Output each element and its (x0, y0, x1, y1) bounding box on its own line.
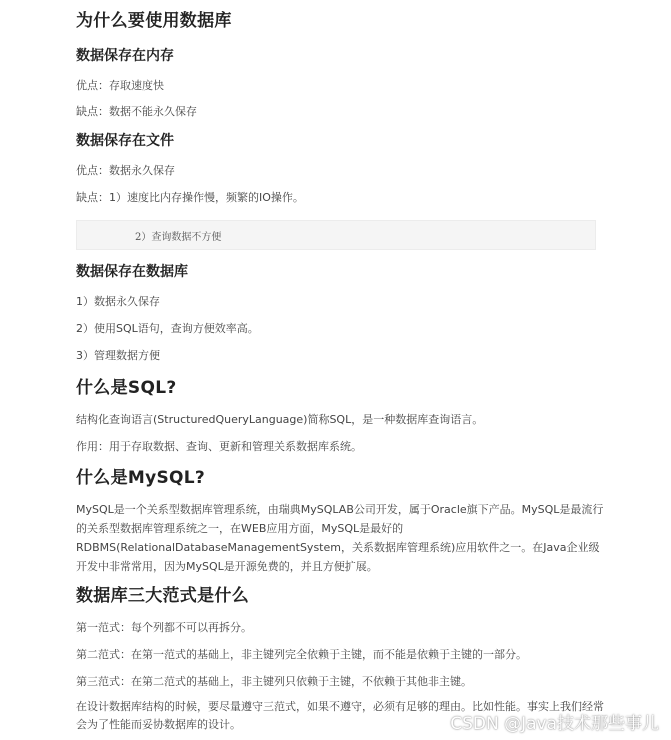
section-title-mysql: 什么是MySQL? (76, 468, 206, 488)
section-title-normal-forms: 数据库三大范式是什么 (76, 586, 249, 606)
csdn-watermark: CSDN @Java技术那些事儿 (450, 714, 659, 734)
database-item-2: 2）使用SQL语句，查询方便效率高。 (76, 322, 259, 335)
database-item-3: 3）管理数据方便 (76, 349, 160, 362)
code-line: 2）查询数据不方便 (135, 232, 222, 243)
memory-pros: 优点：存取速度快 (76, 79, 164, 92)
file-cons: 缺点：1）速度比内存操作慢，频繁的IO操作。 (76, 191, 304, 204)
sql-usage: 作用：用于存取数据、查询、更新和管理关系数据库系统。 (76, 440, 362, 453)
sql-definition: 结构化查询语言(StructuredQueryLanguage)简称SQL，是一种数据库查询语言。 (76, 413, 484, 426)
normal-forms-note: 在设计数据库结构的时候，要尽量遵守三范式，如果不遵守，必须有足够的理由。比如性能。事实上我们经常会为了性能而妥协数据库的设计。 (76, 700, 604, 731)
file-pros: 优点：数据永久保存 (76, 164, 175, 177)
normal-form-second: 第二范式：在第一范式的基础上，非主键列完全依赖于主键，而不能是依赖于主键的一部分。 (76, 648, 527, 661)
heading-file: 数据保存在文件 (76, 133, 174, 149)
normal-form-third: 第三范式：在第二范式的基础上，非主键列只依赖于主键，不依赖于其他非主键。 (76, 675, 472, 688)
code-block (76, 220, 596, 250)
section-title-why-db: 为什么要使用数据库 (76, 11, 232, 31)
memory-cons: 缺点：数据不能永久保存 (76, 105, 197, 118)
heading-memory: 数据保存在内存 (76, 48, 174, 64)
database-item-1: 1）数据永久保存 (76, 295, 160, 308)
heading-database: 数据保存在数据库 (76, 264, 188, 280)
normal-form-first: 第一范式：每个列都不可以再拆分。 (76, 621, 252, 634)
mysql-description: MySQL是一个关系型数据库管理系统，由瑞典MySQLAB公司开发，属于Oracle旗下产品。MySQL是最流行的关系型数据库管理系统之一，在WEB应用方面，MySQL是最好的RDBMS(RelationalDatabaseManagementSystem，关系数据库管理系统)应用软件之一。在Java企业级开发中非常常用，因为MySQL是开源免费的，并且方便扩展。 (76, 503, 604, 573)
section-title-sql: 什么是SQL? (76, 378, 177, 398)
